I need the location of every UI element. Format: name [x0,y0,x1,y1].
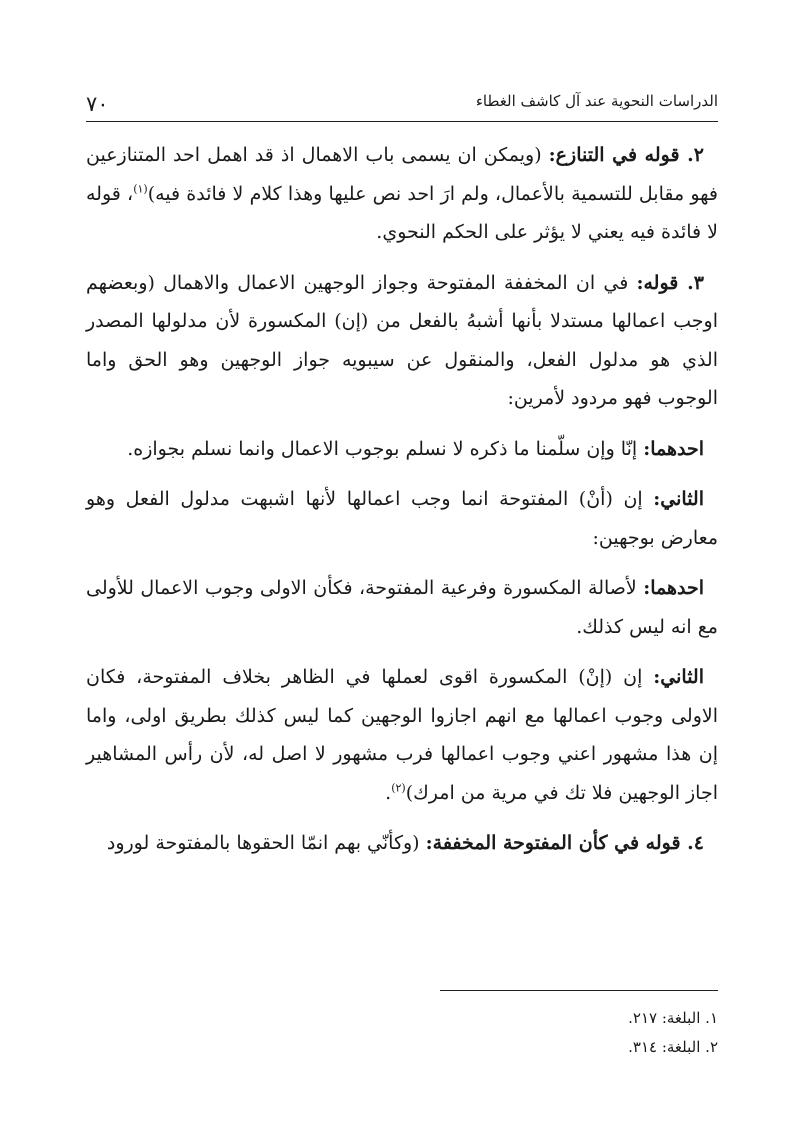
running-title: الدراسات النحوية عند آل كاشف الغطاء [475,92,718,110]
paragraph-text: (ويمكن ان يسمى باب الاهمال اذ قد اهمل احد المتنازعين فهو مقابل للتسمية بالأعمال، ولم ارَ احد نص عليها وهذا كلام لا فائدة فيه) [86,144,719,205]
paragraph-lead: الثاني: [653,488,704,510]
paragraph [86,480,718,557]
paragraph-text: إن (أنْ) المفتوحة انما وجب اعمالها لأنها اشبهت مدلول الفعل وهو معارض بوجهين: [86,488,718,549]
header-rule [86,121,718,122]
footnote-divider [440,990,718,991]
paragraph-text: في ان المخففة المفتوحة وجواز الوجهين الاعمال والاهمال (وبعضهم اوجب اعمالها مستدلا بأنها أشبهُ بالفعل من (إن) المكسورة لأن مدلولها المصدر الذي هو مدلول الفعل، والمنقول عن سيبويه جواز الوجهين وهو الحق واما الوجوب فهو مردود لأمرين: [86,271,718,409]
paragraph-text: لأصالة المكسورة وفرعية المفتوحة، فكأن الاولى وجوب الاعمال للأولى مع انه ليس كذلك. [86,577,718,638]
page-number: ٧٠ [86,92,109,116]
footnote: ٢. البلغة: ٣١٤. [628,1038,718,1056]
footnotes [318,1004,718,1062]
paragraph-lead: ٢. قوله في التنازع: [548,144,704,166]
paragraph-text: (وكأنّي بهم انمّا الحقوها بالمفتوحة لورود [106,832,426,854]
paragraph-lead: احدهما: [643,437,704,460]
paragraph-lead: ٤. قوله في كأن المفتوحة المخففة: [425,832,704,854]
paragraph-lead: احدهما: [643,577,704,599]
paragraph [86,264,718,418]
paragraph [86,569,718,646]
paragraph [86,658,718,812]
paragraph-lead: ٣. قوله: [636,271,704,294]
footnote-ref[interactable]: (١) [133,182,148,196]
paragraph-text: إنّا وإن سلّمنا ما ذكره لا نسلم بوجوب الاعمال وانما نسلم بجوازه. [127,437,644,460]
footnote: ١. البلغة: ٢١٧. [628,1009,718,1027]
paragraph-text: إن (إنْ) المكسورة اقوى لعملها في الظاهر بخلاف المفتوحة، فكان الاولى وجوب اعمالها مع انهم اجازوا الوجهين كما ليس كذلك بطريق اولى، واما إن هذا مشهور اعني وجوب اعمالها فرب مشهور لا اصل له، لأن رأس المشاهير اجاز الوجهين فلا تك في مرية من امرك) [86,666,718,804]
page-header [86,88,718,122]
paragraph [86,136,718,252]
paragraph-tail: . [385,781,392,804]
paragraph [86,430,718,469]
paragraph [86,824,718,863]
body-text [86,136,718,875]
paragraph-tail: ، قوله لا فائدة فيه يعني لا يؤثر على الحكم النحوي. [86,182,718,243]
footnote-ref[interactable]: (٢) [391,781,406,795]
paragraph-lead: الثاني: [653,666,704,688]
